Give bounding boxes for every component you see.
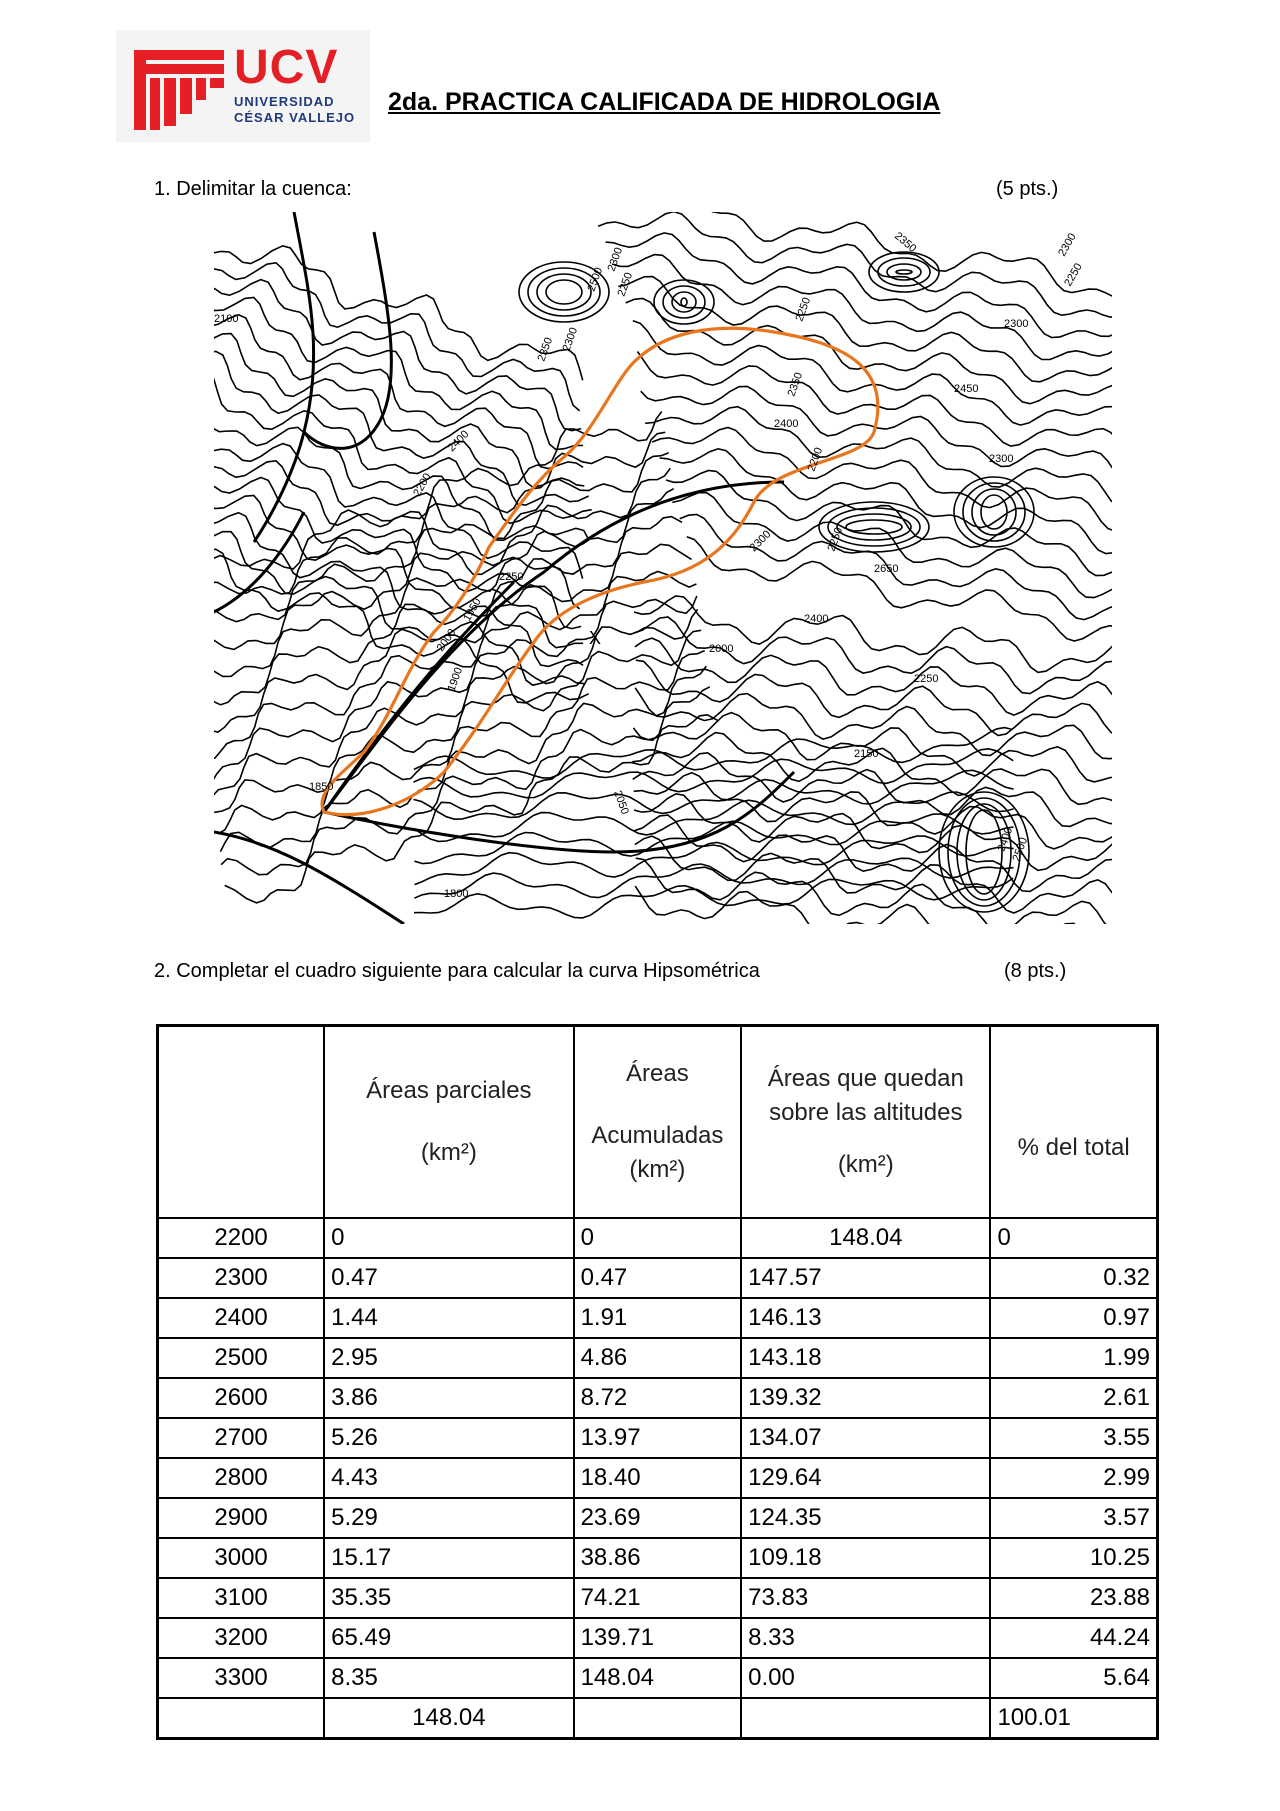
table-row (158, 1218, 1158, 1258)
header-percent (990, 1026, 1157, 1219)
altitude-cell: 3100 (158, 1578, 325, 1618)
area-above-cell: 139.32 (741, 1378, 990, 1418)
ucv-logo (116, 30, 370, 142)
partial-area-cell: 2.95 (324, 1338, 573, 1378)
page-title: 2da. PRACTICA CALIFICADA DE HIDROLOGIA (388, 88, 941, 116)
table-row (158, 1338, 1158, 1378)
partial-area-cell: 8.35 (324, 1658, 573, 1698)
header-partial-areas-title: Áreas parciales (366, 1077, 532, 1104)
contour-label: 2300 (1004, 318, 1029, 330)
header-percent-label: % del total (1017, 1134, 1130, 1161)
altitude-cell: 2200 (158, 1218, 325, 1258)
partial-area-cell: 0.47 (324, 1258, 573, 1298)
percent-cell: 44.24 (990, 1618, 1157, 1658)
contour-label: 2250 (914, 673, 939, 685)
contour-label: 2400 (804, 613, 829, 625)
table-row (158, 1298, 1158, 1338)
question-2-points: (8 pts.) (1004, 960, 1067, 982)
header-cumulative-title: Áreas (626, 1060, 689, 1087)
partial-area-cell: 5.26 (324, 1418, 573, 1458)
percent-cell: 2.99 (990, 1458, 1157, 1498)
topographic-map (214, 212, 1112, 924)
cumulative-area-cell: 139.71 (574, 1618, 742, 1658)
contour-label: 1850 (309, 781, 334, 793)
contour-label: 2000 (709, 643, 734, 655)
contour-label: 2400 (445, 428, 472, 455)
percent-cell: 23.88 (990, 1578, 1157, 1618)
contour-label: 2150 (854, 748, 879, 760)
altitude-cell: 2600 (158, 1378, 325, 1418)
area-above-cell: 143.18 (741, 1338, 990, 1378)
table-row (158, 1538, 1158, 1578)
table-row (158, 1498, 1158, 1538)
cumulative-area-cell: 4.86 (574, 1338, 742, 1378)
area-above-cell: 109.18 (741, 1538, 990, 1578)
area-above-cell: 129.64 (741, 1458, 990, 1498)
percent-cell: 5.64 (990, 1658, 1157, 1698)
altitude-cell: 2800 (158, 1458, 325, 1498)
contour-label: 2500 (585, 265, 606, 294)
total-percent-cell: 100.01 (990, 1698, 1157, 1739)
percent-cell: 0.32 (990, 1258, 1157, 1298)
logo-subtitle-line2: CÉSAR VALLEJO (234, 110, 356, 125)
cumulative-area-cell: 38.86 (574, 1538, 742, 1578)
area-above-cell: 148.04 (741, 1218, 990, 1258)
partial-area-cell: 35.35 (324, 1578, 573, 1618)
header-altitude (158, 1026, 325, 1219)
contour-label: 1800 (444, 888, 469, 900)
contour-label: 2200 (805, 445, 826, 474)
contour-label: 2400 (774, 418, 799, 430)
contour-label: 2450 (954, 383, 979, 395)
percent-cell: 3.55 (990, 1418, 1157, 1458)
table-row (158, 1578, 1158, 1618)
partial-area-cell: 5.29 (324, 1498, 573, 1538)
area-above-cell: 134.07 (741, 1418, 990, 1458)
total-partial-cell: 148.04 (324, 1698, 573, 1739)
area-above-cell: 146.13 (741, 1298, 990, 1338)
contour-label: 1900 (445, 665, 466, 694)
contour-label: 2300 (747, 528, 774, 555)
contour-label: 2200 (411, 471, 434, 499)
contour-label: 2300 (605, 245, 626, 274)
altitude-cell: 3000 (158, 1538, 325, 1578)
table-row (158, 1418, 1158, 1458)
partial-area-cell: 15.17 (324, 1538, 573, 1578)
contour-label: 2250 (793, 295, 814, 324)
logo-wordmark: UCV (234, 41, 339, 94)
contour-label: 2100 (214, 313, 239, 325)
partial-area-cell: 1.44 (324, 1298, 573, 1338)
cumulative-area-cell: 18.40 (574, 1458, 742, 1498)
altitude-cell: 3200 (158, 1618, 325, 1658)
total-altitude-cell (158, 1698, 325, 1739)
area-above-cell: 0.00 (741, 1658, 990, 1698)
partial-area-cell: 4.43 (324, 1458, 573, 1498)
cumulative-area-cell: 23.69 (574, 1498, 742, 1538)
area-above-cell: 73.83 (741, 1578, 990, 1618)
contour-label: 2250 (615, 270, 636, 299)
contour-label: 2350 (892, 230, 919, 256)
ucv-shield-icon (120, 30, 232, 142)
contour-label: 2250 (825, 525, 846, 554)
contour-label: 2250 (1062, 261, 1085, 289)
contour-label: 2650 (874, 563, 899, 575)
partial-area-cell: 3.86 (324, 1378, 573, 1418)
header-area-above-line1: Áreas que quedan (767, 1065, 964, 1092)
header-cumulative-unit: (km²) (629, 1156, 686, 1183)
table-row (158, 1458, 1158, 1498)
header-area-above-line2: sobre las altitudes (769, 1099, 963, 1126)
header-area-above (741, 1026, 990, 1219)
percent-cell: 0.97 (990, 1298, 1157, 1338)
table-header-row (158, 1026, 1158, 1219)
contour-label: 1950 (461, 596, 484, 624)
question-1-label: 1. Delimitar la cuenca: (154, 178, 352, 200)
altitude-cell: 2700 (158, 1418, 325, 1458)
header-cumulative-subtitle: Acumuladas (591, 1122, 724, 1149)
header-partial-areas-unit: (km²) (420, 1139, 477, 1166)
contour-label: 2300 (1056, 231, 1079, 259)
total-cumulative-cell (574, 1698, 742, 1739)
cumulative-area-cell: 13.97 (574, 1418, 742, 1458)
table-row (158, 1258, 1158, 1298)
header-area-above-unit: (km²) (837, 1151, 894, 1178)
header-partial-areas (324, 1026, 573, 1219)
percent-cell: 0 (990, 1218, 1157, 1258)
contour-label: 2250 (499, 571, 524, 583)
table-total-row (158, 1698, 1158, 1739)
contour-label: 2400 (995, 825, 1016, 854)
cumulative-area-cell: 148.04 (574, 1658, 742, 1698)
partial-area-cell: 65.49 (324, 1618, 573, 1658)
contour-label: 2500 (1010, 835, 1031, 864)
cumulative-area-cell: 0 (574, 1218, 742, 1258)
cumulative-area-cell: 0.47 (574, 1258, 742, 1298)
header-cumulative-areas (574, 1026, 742, 1219)
altitude-cell: 2500 (158, 1338, 325, 1378)
total-above-cell (741, 1698, 990, 1739)
altitude-cell: 2400 (158, 1298, 325, 1338)
area-above-cell: 147.57 (741, 1258, 990, 1298)
question-2-label: 2. Completar el cuadro siguiente para calcular la curva Hipsométrica (154, 960, 760, 982)
percent-cell: 3.57 (990, 1498, 1157, 1538)
altitude-cell: 2900 (158, 1498, 325, 1538)
contour-label: 2300 (560, 325, 581, 354)
partial-area-cell: 0 (324, 1218, 573, 1258)
logo-subtitle-line1: UNIVERSIDAD (234, 94, 335, 109)
outlet-marker: X (589, 628, 602, 648)
contour-label: 2300 (989, 453, 1014, 465)
table-row (158, 1618, 1158, 1658)
hypsometric-table (156, 1024, 1159, 1740)
cumulative-area-cell: 1.91 (574, 1298, 742, 1338)
contour-label: 2050 (611, 788, 631, 817)
percent-cell: 1.99 (990, 1338, 1157, 1378)
contour-label: 2350 (535, 335, 556, 364)
area-above-cell: 8.33 (741, 1618, 990, 1658)
contour-label: 2350 (785, 370, 806, 399)
contour-label: 2000 (434, 626, 459, 654)
percent-cell: 2.61 (990, 1378, 1157, 1418)
question-1-points: (5 pts.) (996, 178, 1059, 200)
percent-cell: 10.25 (990, 1538, 1157, 1578)
table-row (158, 1658, 1158, 1698)
table-row (158, 1378, 1158, 1418)
cumulative-area-cell: 8.72 (574, 1378, 742, 1418)
altitude-cell: 3300 (158, 1658, 325, 1698)
altitude-cell: 2300 (158, 1258, 325, 1298)
area-above-cell: 124.35 (741, 1498, 990, 1538)
logo-subtitle (234, 94, 355, 126)
cumulative-area-cell: 74.21 (574, 1578, 742, 1618)
